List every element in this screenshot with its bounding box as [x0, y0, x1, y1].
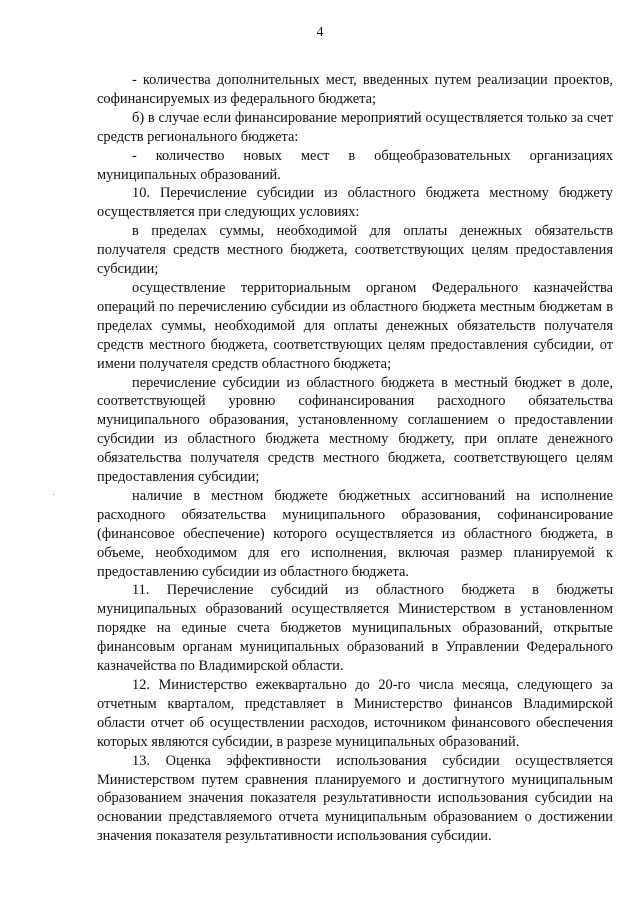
page-number: 4 — [316, 25, 324, 40]
paragraph-condition-amount: в пределах суммы, необходимой для оплаты денежных обязательств получателя средств местного бюджета, соответствующих целям предоставления субсидии; — [97, 223, 613, 278]
paragraph-condition-allocations: наличие в местном бюджете бюджетных ассигнований на исполнение расходного обязательства муниципального образования, софинансирование (финансовое обеспечение) которого осуществляется из областного бюджета, в объеме, необходимом для его исполнения, включая размер планируемой к предоставлению субсидии из областного бюджета. — [97, 487, 613, 580]
paragraph-clause-11: 11. Перечисление субсидий из областного бюджета в бюджеты муниципальных образований осуществляется Министерством в установленном порядке на единые счета бюджетов муниципальных образований, открытые финансовым органам муниципальных образований в Управлении Федерального казначейства по Владимирской области. — [97, 582, 613, 675]
margin-dot — [53, 494, 54, 495]
paragraph-clause-10: 10. Перечисление субсидии из областного бюджета местному бюджету осуществляется при следующих условиях: — [97, 185, 613, 221]
paragraph-condition-share: перечисление субсидии из областного бюджета в местный бюджет в доле, соответствующей уровню софинансирования расходного обязательства муниципального образования, установленному соглашением о предоставлении субсидии из областного бюджета местному бюджету, при оплате денежного обязательства получателя средств местного бюджета, соответствующего целям предоставления субсидии; — [97, 374, 613, 486]
paragraph-item-b: б) в случае если финансирование мероприятий осуществляется только за счет средств регионального бюджета: — [97, 109, 613, 145]
paragraph-clause-12: 12. Министерство ежеквартально до 20-го числа месяца, следующего за отчетным кварталом, представляет в Министерство финансов Владимирской области отчет об осуществлении расходов, источником финансового обеспечения которых являются субсидии, в разрезе муниципальных образований. — [97, 677, 613, 750]
paragraph-clause-13: 13. Оценка эффективности использования субсидии осуществляется Министерством путем сравнения планируемого и достигнутого муниципальным образованием значения показателя результативности использования субсидии на основании представляемого отчета муниципальным образованием о достижении значения показателя результативности использования субсидии. — [97, 752, 613, 845]
document-body — [97, 71, 613, 846]
paragraph-additional-places: - количества дополнительных мест, введенных путем реализации проектов, софинансируемых из федерального бюджета; — [97, 72, 613, 107]
paragraph-condition-treasury: осуществление территориальным органом Федерального казначейства операций по перечислению субсидии из областного бюджета местным бюджетам в пределах суммы, необходимой для оплаты денежных обязательств получателя средств местного бюджета, соответствующих целям предоставления субсидии, от имени получателя средств областного бюджета; — [97, 279, 613, 372]
paragraph-new-places: - количество новых мест в общеобразовательных организациях муниципальных образований. — [97, 147, 613, 183]
